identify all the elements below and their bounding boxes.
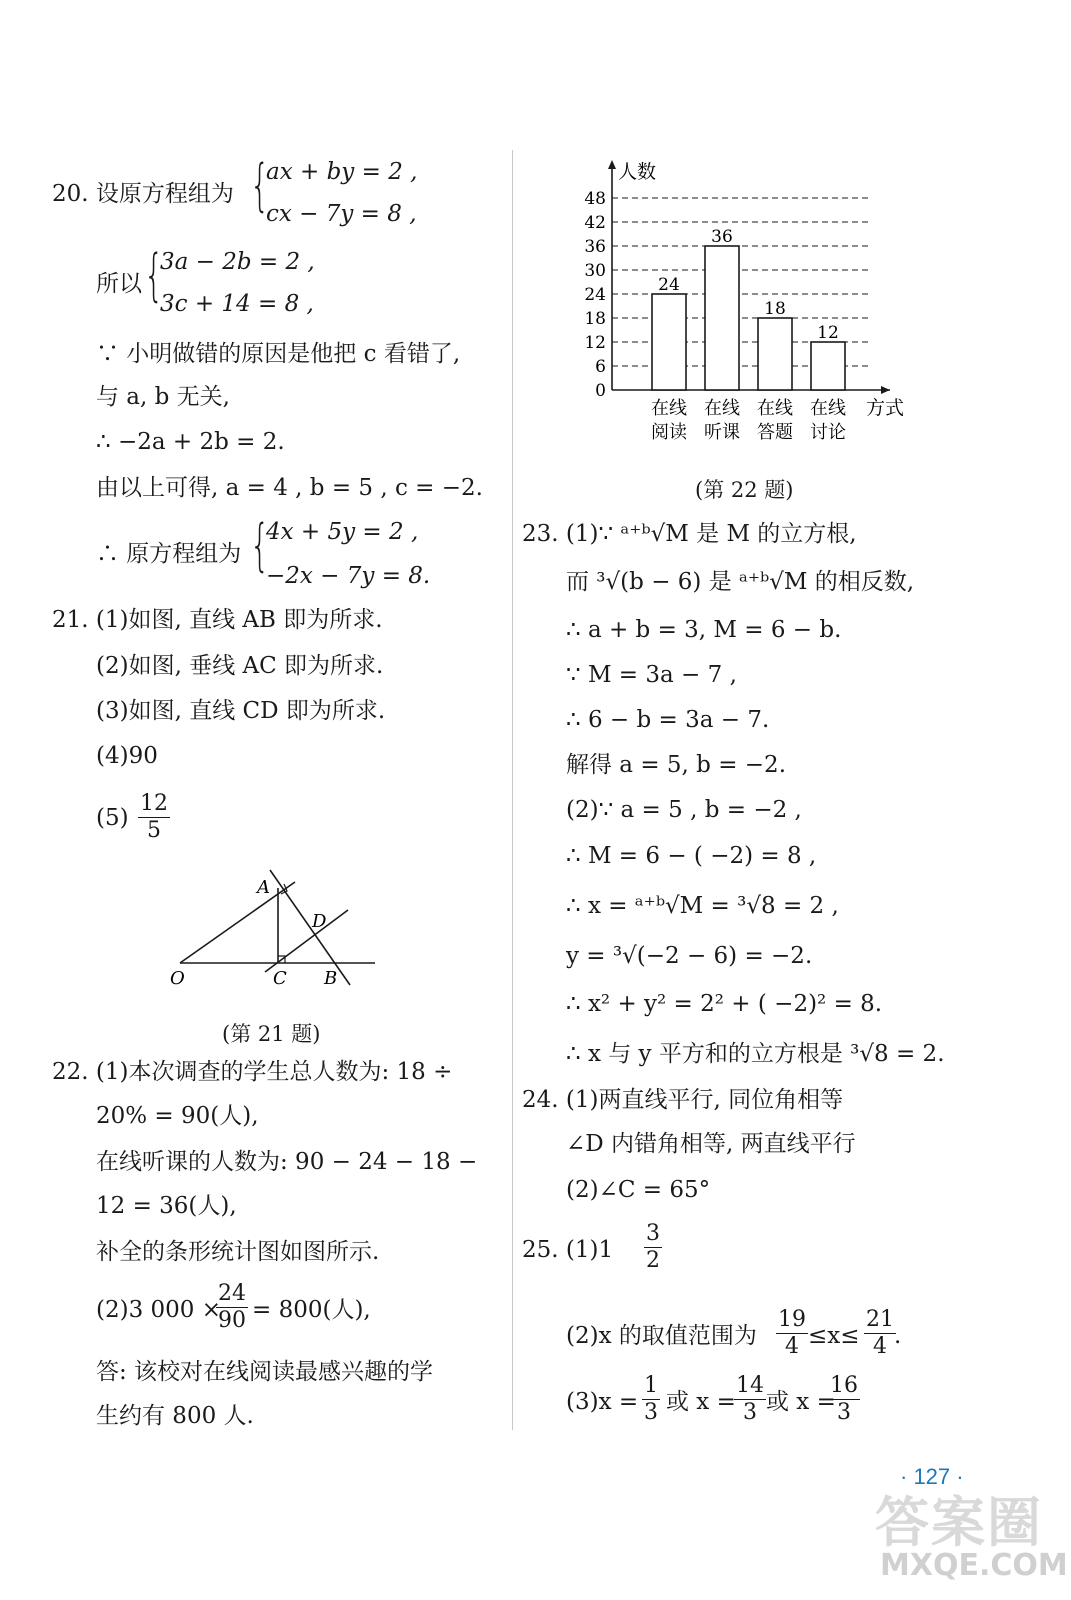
q23-line7: (2)∵ a = 5 , b = −2 , <box>566 797 802 823</box>
q23-line6: 解得 a = 5, b = −2. <box>566 752 787 778</box>
q20-eq6: −2x − 7y = 8. <box>266 563 431 589</box>
x-axis-arrow <box>881 386 890 394</box>
fraction-numerator: 16 <box>830 1373 858 1398</box>
q24-line3: (2)∠C = 65° <box>566 1177 711 1203</box>
column-divider <box>512 150 513 1430</box>
q25-line2-end: . <box>894 1323 902 1349</box>
y-axis-label: 人数 <box>618 161 657 183</box>
bar-value-label: 12 <box>817 323 839 343</box>
fraction-denominator: 4 <box>785 1334 799 1359</box>
fraction-denominator: 3 <box>837 1400 851 1425</box>
q22-line8: 生约有 800 人. <box>96 1403 254 1429</box>
q22-fraction <box>216 1282 248 1333</box>
fig-label-c: C <box>273 968 287 989</box>
q23-line8: ∴ M = 6 − ( −2) = 8 , <box>566 843 817 869</box>
q20-so: 所以 <box>96 271 142 297</box>
fraction-denominator: 5 <box>147 818 161 843</box>
bar-value-label: 18 <box>764 299 786 319</box>
y-tick-label: 42 <box>584 213 606 233</box>
q20-line4: 与 a, b 无关, <box>96 384 230 410</box>
fig-label-a: A <box>257 877 270 898</box>
watermark-logo: 答案圈 <box>875 1491 1043 1554</box>
fraction-denominator: 2 <box>646 1248 660 1273</box>
q22-line3: 在线听课的人数为: 90 − 24 − 18 − <box>96 1149 478 1175</box>
q20-conclusion: ∴ 原方程组为 <box>96 541 242 567</box>
q23-line3: ∴ a + b = 3, M = 6 − b. <box>566 617 842 643</box>
fraction-numerator: 19 <box>778 1307 806 1332</box>
q23-line5: ∴ 6 − b = 3a − 7. <box>566 707 770 733</box>
q21-line4: (4)90 <box>96 743 158 769</box>
bar-value-label: 24 <box>658 275 680 295</box>
q25-fraction-3c <box>828 1374 860 1425</box>
q23-line11: ∴ x² + y² = 2² + ( −2)² = 8. <box>566 991 883 1017</box>
q25-fraction-3b <box>734 1374 766 1425</box>
q20-line3: ∵ 小明做错的原因是他把 c 看错了, <box>96 341 461 367</box>
fraction-denominator: 4 <box>873 1334 887 1359</box>
q25-fraction-2a <box>776 1308 808 1359</box>
fraction-denominator: 90 <box>218 1308 246 1333</box>
q25-line3-prefix: (3)x = <box>566 1389 639 1415</box>
fig-label-b: B <box>324 968 338 989</box>
y-tick-label: 0 <box>595 381 606 401</box>
q23-line1: 23. (1)∵ ᵃ⁺ᵇ√M 是 M 的立方根, <box>522 521 857 547</box>
bar <box>758 318 792 390</box>
q20-brace-2: { <box>144 243 164 308</box>
category-label-line1: 在线 <box>810 398 846 419</box>
fraction-numerator: 14 <box>736 1373 764 1398</box>
q22-line5: 补全的条形统计图如图所示. <box>96 1239 380 1265</box>
category-label-line1: 在线 <box>704 398 740 419</box>
q20-intro: 20. 设原方程组为 <box>52 181 234 207</box>
q20-line5: ∴ −2a + 2b = 2. <box>96 429 285 455</box>
q23-line2: 而 ³√(b − 6) 是 ᵃ⁺ᵇ√M 的相反数, <box>566 569 915 595</box>
q23-line12: ∴ x 与 y 平方和的立方根是 ³√8 = 2. <box>566 1041 945 1067</box>
q22-line6-prefix: (2)3 000 × <box>96 1297 222 1323</box>
q22-line7: 答: 该校对在线阅读最感兴趣的学 <box>96 1359 434 1385</box>
q25-line3-or1: 或 x = <box>666 1389 736 1415</box>
fig-label-d: D <box>312 911 327 932</box>
y-tick-label: 18 <box>584 309 606 329</box>
category-label-line1: 在线 <box>651 398 687 419</box>
category-label-line2: 听课 <box>704 422 740 443</box>
category-label-line2: 阅读 <box>651 422 687 443</box>
q21-caption: (第 21 题) <box>222 1022 321 1046</box>
q22-line4: 12 = 36(人), <box>96 1193 237 1219</box>
q20-brace-1: { <box>250 153 270 218</box>
category-label-line2: 讨论 <box>810 422 846 443</box>
q25-fraction-2b <box>864 1308 896 1359</box>
q22-bar-chart <box>560 150 920 460</box>
bar <box>811 342 845 390</box>
q25-line3-or2: 或 x = <box>766 1389 836 1415</box>
y-tick-label: 36 <box>584 237 606 257</box>
fraction-numerator: 24 <box>218 1281 246 1306</box>
q20-eq4: 3c + 14 = 8 , <box>160 291 314 317</box>
q20-eq3: 3a − 2b = 2 , <box>160 249 315 275</box>
q21-line5-prefix: (5) <box>96 805 129 831</box>
q20-line6: 由以上可得, a = 4 , b = 5 , c = −2. <box>96 475 483 501</box>
q20-eq1: ax + by = 2 , <box>266 159 418 185</box>
x-axis-label: 方式 <box>866 397 905 419</box>
q25-line2-prefix: (2)x 的取值范围为 <box>566 1323 757 1349</box>
y-tick-label: 48 <box>584 189 606 209</box>
q20-eq5: 4x + 5y = 2 , <box>266 519 419 545</box>
q25-line1-prefix: 25. (1)1 <box>522 1237 614 1263</box>
q24-line1: 24. (1)两直线平行, 同位角相等 <box>522 1087 844 1113</box>
fraction-numerator: 1 <box>644 1373 658 1398</box>
fraction-denominator: 3 <box>644 1400 658 1425</box>
q20-eq2: cx − 7y = 8 , <box>266 201 417 227</box>
q21-line2: (2)如图, 垂线 AC 即为所求. <box>96 653 384 679</box>
bar <box>705 246 739 390</box>
q23-line4: ∵ M = 3a − 7 , <box>566 662 737 688</box>
y-tick-label: 30 <box>584 261 606 281</box>
fraction-denominator: 3 <box>743 1400 757 1425</box>
q25-fraction-3a <box>642 1374 660 1425</box>
q22-line6-suffix: = 800(人), <box>252 1297 371 1323</box>
q23-line10: y = ³√(−2 − 6) = −2. <box>566 943 813 969</box>
q21-line1: 21. (1)如图, 直线 AB 即为所求. <box>52 607 383 633</box>
q25-line2-mid: ≤x≤ <box>808 1323 860 1349</box>
y-tick-label: 24 <box>584 285 606 305</box>
q21-line3: (3)如图, 直线 CD 即为所求. <box>96 698 386 724</box>
fraction-numerator: 12 <box>140 791 168 816</box>
q21-geometry-figure <box>160 860 400 1000</box>
q22-caption: (第 22 题) <box>695 478 794 502</box>
q20-brace-3: { <box>250 513 270 578</box>
q25-fraction-1 <box>644 1222 662 1273</box>
bar <box>652 294 686 390</box>
fig-label-o: O <box>170 968 185 989</box>
q22-line2: 20% = 90(人), <box>96 1103 259 1129</box>
watermark-url: MXQE.COM <box>880 1548 1068 1583</box>
y-axis-arrow <box>608 160 616 169</box>
fraction-numerator: 3 <box>646 1221 660 1246</box>
q24-line2: ∠D 内错角相等, 两直线平行 <box>566 1131 856 1157</box>
q22-line1: 22. (1)本次调查的学生总人数为: 18 ÷ <box>52 1059 453 1085</box>
page-number: · 127 · <box>900 1464 964 1489</box>
category-label-line2: 答题 <box>757 422 793 443</box>
q21-fraction <box>138 792 170 843</box>
y-tick-label: 6 <box>595 357 606 377</box>
bar-value-label: 36 <box>711 227 733 247</box>
category-label-line1: 在线 <box>757 398 793 419</box>
y-tick-label: 12 <box>584 333 606 353</box>
q23-line9: ∴ x = ᵃ⁺ᵇ√M = ³√8 = 2 , <box>566 893 839 919</box>
fraction-numerator: 21 <box>866 1307 894 1332</box>
